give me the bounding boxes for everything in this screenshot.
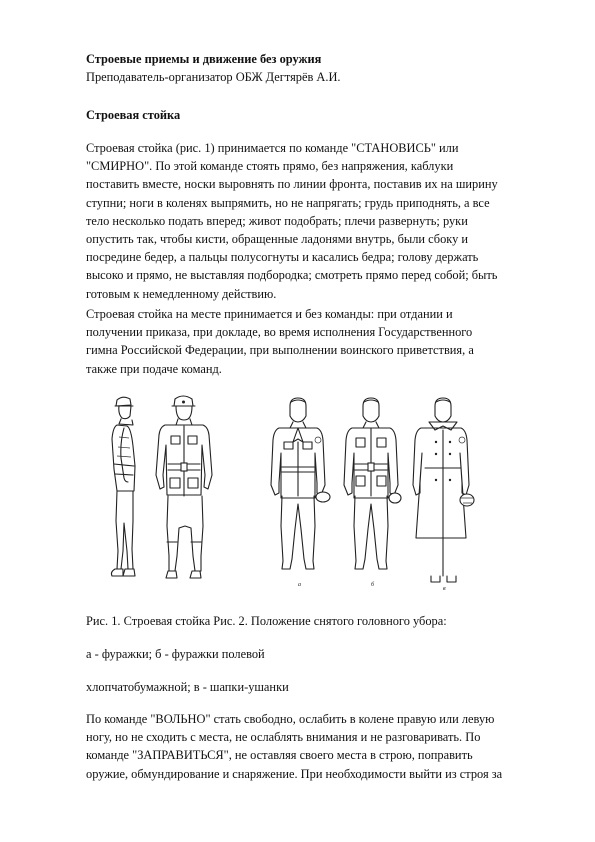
paragraph-line: ступни; ноги в коленях выпрямить, но не напрягать; грудь приподнять, а все	[86, 195, 490, 210]
soldier-with-field-cap-figure	[344, 398, 401, 588]
paragraph-line: тело несколько подать вперед; живот подобрать; плечи развернуть; руки	[86, 213, 468, 228]
paragraph-line: высоко и прямо, не выставляя подбородка; смотреть прямо перед собой; быть	[86, 268, 498, 283]
figure-label-a: а	[298, 582, 301, 588]
paragraph-line: Строевая стойка (рис. 1) принимается по команде "СТАНОВИСЬ" или	[86, 141, 459, 155]
soldier-in-overcoat-figure	[413, 398, 474, 592]
soldier-front-view-figure	[156, 396, 212, 578]
paragraph-line: оружие, обмундирование и снаряжение. При необходимости выйти из строя за	[86, 766, 503, 781]
paragraph-line: также при подаче команд.	[86, 361, 222, 376]
paragraph-line: По команде "ВОЛЬНО" стать свободно, ослабить в колене правую или левую	[86, 712, 495, 726]
paragraph-line: готовым к немедленному действию.	[86, 286, 277, 301]
figure-label-v: в	[443, 586, 446, 592]
soldier-side-view-figure	[111, 397, 135, 576]
figure-caption-line-1: Рис. 1. Строевая стойка Рис. 2. Положение снятого головного убора:	[86, 614, 447, 628]
paragraph-line: ногу, но не сходить с места, не ослаблять внимания и не разговаривать. По	[86, 730, 481, 745]
section-heading: Строевая стойка	[86, 108, 181, 122]
figure-caption-line-3: хлопчатобумажной; в - шапки-ушанки	[86, 680, 289, 694]
figure-label-b: б	[371, 582, 375, 588]
paragraph-1	[86, 139, 556, 303]
paragraph-line: "СМИРНО". По этой команде стоять прямо, без напряжения, каблуки	[86, 159, 454, 174]
officer-with-cap-figure	[271, 398, 330, 588]
paragraph-line: получении приказа, при докладе, во время исполнения Государственного	[86, 325, 473, 340]
author-line: Преподаватель-организатор ОБЖ Дегтярёв А.И.	[86, 70, 341, 84]
paragraph-line: гимна Российской Федерации, при выполнении воинского приветствия, а	[86, 343, 474, 358]
paragraph-line: опустить так, чтобы кисти, обращенные ладонями внутрь, были сбоку и	[86, 232, 469, 247]
document-title: Строевые приемы и движение без оружия	[86, 52, 322, 66]
paragraph-line: команде "ЗАПРАВИТЬСЯ", не оставляя своего места в строю, поправить	[86, 748, 473, 763]
paragraph-line: Строевая стойка на месте принимается и без команды: при отдании и	[86, 307, 453, 321]
paragraph-line: посредине бедер, а пальцы полусогнуты и касались бедра; голову держать	[86, 250, 479, 265]
figure-caption-line-2: а - фуражки; б - фуражки полевой	[86, 647, 265, 661]
paragraph-2	[86, 305, 556, 378]
paragraph-3	[86, 710, 556, 783]
paragraph-line: поставить вместе, носки выровнять по линии фронта, поставив их на ширину	[86, 177, 498, 192]
figures-illustration	[95, 392, 495, 592]
